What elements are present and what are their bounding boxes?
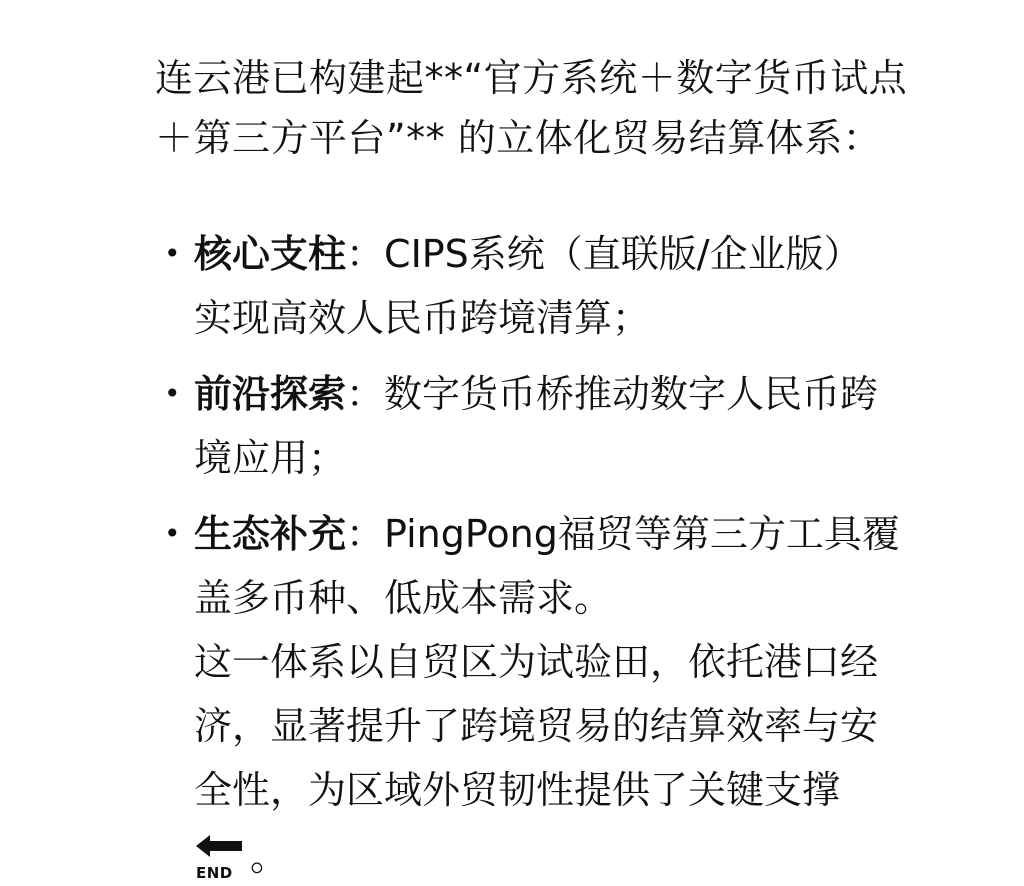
list-item-separator: ：	[346, 372, 385, 416]
list-item-frontier	[160, 362, 990, 490]
end-marker-row	[194, 822, 990, 882]
bullet-icon: •	[164, 237, 181, 270]
bullet-list	[160, 222, 990, 882]
bullet-icon: •	[164, 377, 181, 410]
list-item-text: CIPS系统（直联版/企业版）	[384, 232, 862, 276]
list-item-separator: ：	[346, 232, 385, 276]
end-arrow-icon	[194, 832, 244, 882]
intro-line-2: ＋第三方平台”** 的立体化贸易结算体系：	[155, 116, 882, 160]
end-label: END	[196, 864, 233, 882]
list-item-line	[194, 502, 990, 566]
list-item-text: 实现高效人民币跨境清算；	[194, 296, 651, 340]
end-period: 。	[250, 835, 289, 879]
list-item-separator: ：	[346, 512, 385, 556]
list-item-term: 核心支柱	[194, 232, 347, 276]
summary-line-2: 济，显著提升了跨境贸易的结算效率与安	[194, 704, 879, 748]
list-item-text: 数字货币桥推动数字人民币跨	[384, 372, 879, 416]
bullet-icon: •	[164, 517, 181, 550]
list-item-core-pillar	[160, 222, 990, 350]
summary-line-1: 这一体系以自贸区为试验田，依托港口经	[194, 640, 879, 684]
list-item-line	[194, 362, 990, 426]
summary-line-3: 全性，为区域外贸韧性提供了关键支撑	[194, 768, 841, 812]
left-arrow-icon	[196, 834, 244, 858]
intro-paragraph	[155, 48, 995, 168]
list-item-ecosystem	[160, 502, 990, 882]
list-item-line	[194, 222, 990, 286]
list-item-text: 盖多币种、低成本需求。	[194, 576, 613, 620]
list-item-text: PingPong福贸等第三方工具覆	[384, 512, 900, 556]
list-item-term: 前沿探索	[194, 372, 347, 416]
list-item-term: 生态补充	[194, 512, 347, 556]
list-item-text: 境应用；	[194, 436, 347, 480]
intro-line-1: 连云港已构建起**“官方系统＋数字货币试点	[155, 56, 908, 100]
